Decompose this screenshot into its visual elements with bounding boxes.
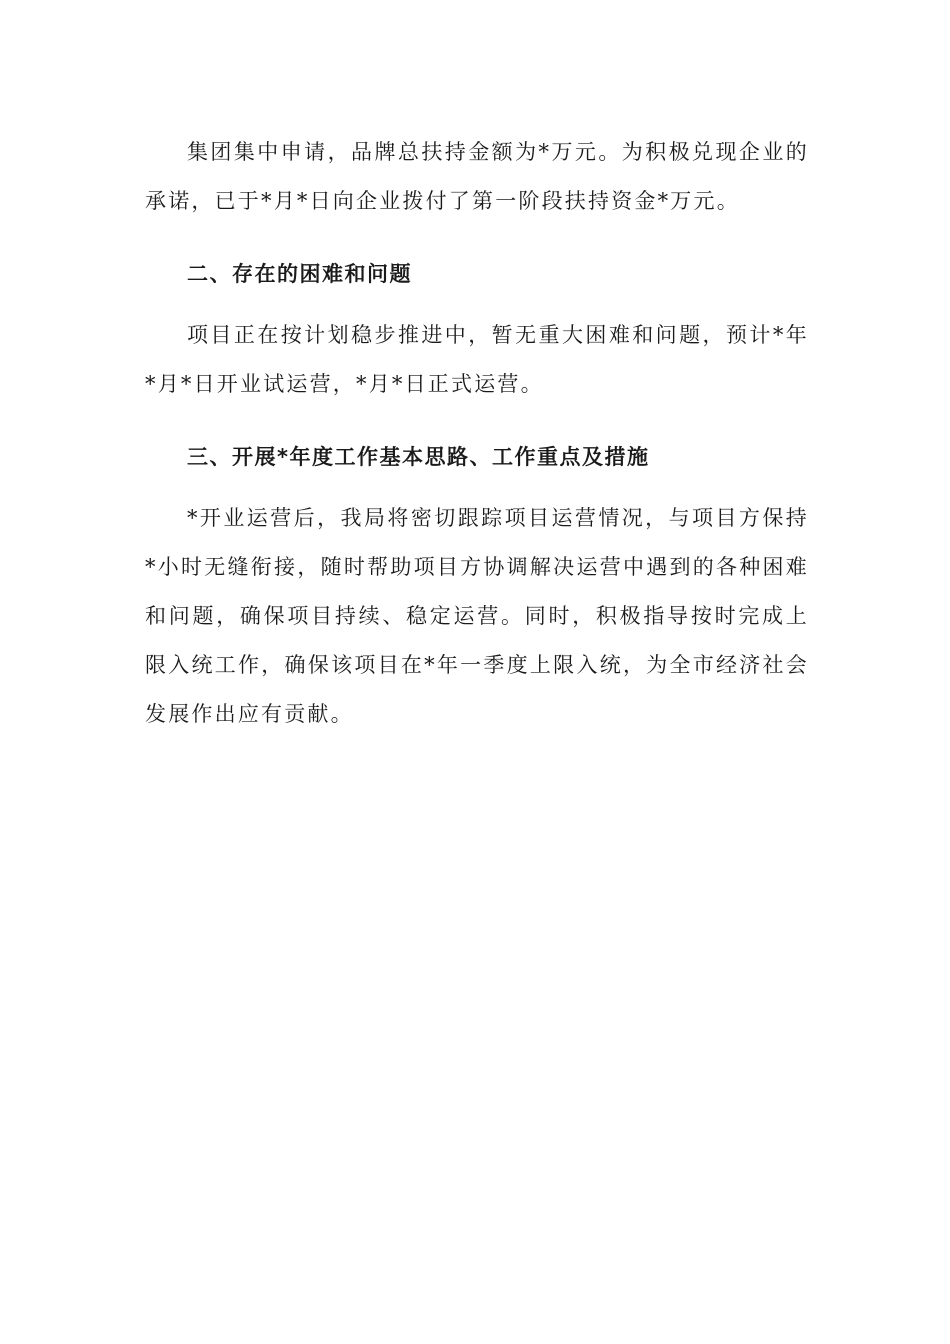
- paragraph-brand-support: 集团集中申请，品牌总扶持金额为*万元。为积极兑现企业的承诺，已于*月*日向企业拨付了第一阶段扶持资金*万元。: [145, 140, 809, 213]
- spacer: [145, 226, 809, 238]
- document-page: [145, 128, 809, 739]
- section-heading-difficulties: 二、存在的困难和问题: [187, 262, 412, 286]
- section-heading-work-plan: 三、开展*年度工作基本思路、工作重点及措施: [187, 445, 650, 469]
- paragraph-difficulties: 项目正在按计划稳步推进中，暂无重大困难和问题，预计*年*月*日开业试运营，*月*日正式运营。: [145, 323, 809, 396]
- paragraph-work-plan: *开业运营后，我局将密切跟踪项目运营情况，与项目方保持*小时无缝衔接，随时帮助项目方协调解决运营中遇到的各种困难和问题，确保项目持续、稳定运营。同时，积极指导按时完成上限入统工作，确保该项目在*年一季度上限入统，为全市经济社会发展作出应有贡献。: [145, 506, 809, 726]
- spacer: [145, 409, 809, 421]
